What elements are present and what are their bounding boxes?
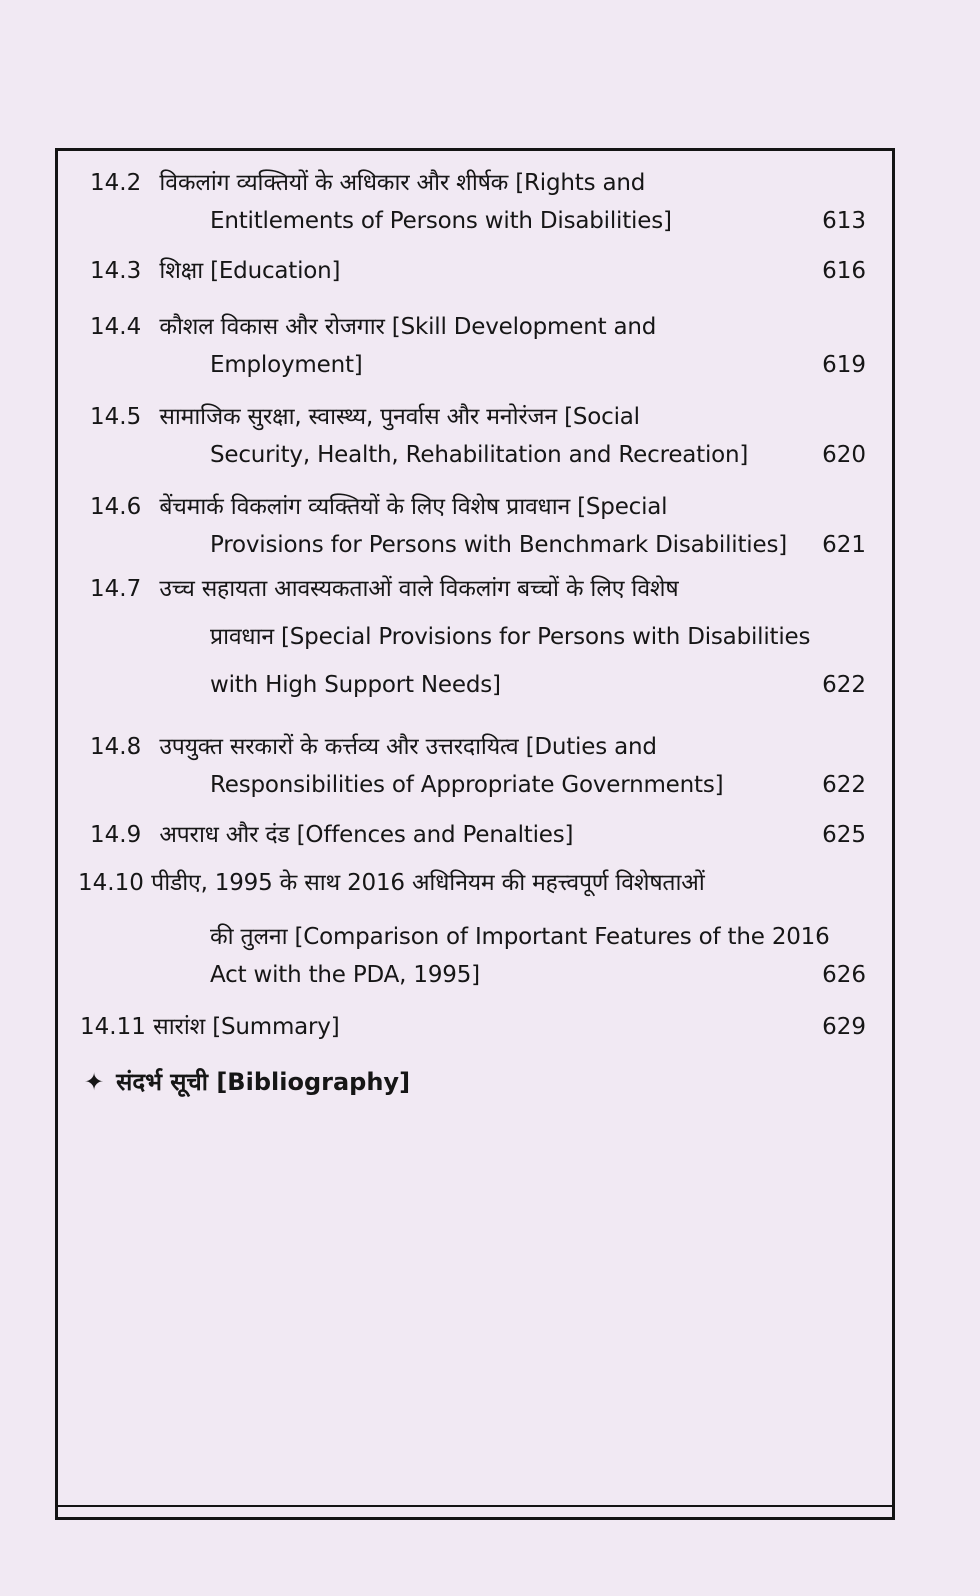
entry-title-line: उच्च सहायता आवस्यकताओं वाले विकलांग बच्चों के लिए विशेष [159, 576, 679, 602]
entry-title-line: उपयुक्त सरकारों के कर्त्तव्य और उत्तरदायित्व [Duties and [159, 734, 657, 760]
entry-page-number: 621 [822, 532, 866, 558]
entry-title-line: Entitlements of Persons with Disabilities] [210, 208, 672, 234]
toc-entry-14-7 [90, 570, 866, 704]
entry-page-number: 616 [822, 258, 866, 284]
entry-title-line: Provisions for Persons with Benchmark Disabilities] [210, 532, 788, 558]
entry-page-number: 626 [822, 962, 866, 988]
entry-number: 14.11 [80, 1014, 146, 1040]
entry-title-line: सारांश [Summary] [153, 1014, 340, 1040]
entry-title-line: की तुलना [Comparison of Important Features of the 2016 [210, 924, 830, 950]
entry-number: 14.5 [90, 404, 142, 430]
toc-entry-14-9 [90, 816, 866, 854]
toc-entry-14-8 [90, 728, 866, 804]
entry-title-line: Act with the PDA, 1995] [210, 962, 480, 988]
entry-title-line: Employment] [210, 352, 363, 378]
star-bullet-icon: ✦ [84, 1068, 105, 1096]
entry-number: 14.8 [90, 734, 142, 760]
entry-title-line: पीडीए, 1995 के साथ 2016 अधिनियम की महत्त्वपूर्ण विशेषताओं [151, 870, 705, 896]
entry-number: 14.7 [90, 576, 142, 602]
entry-number: 14.4 [90, 314, 142, 340]
bibliography-heading [84, 1062, 410, 1102]
toc-entry-14-5 [90, 398, 866, 474]
entry-page-number: 622 [822, 672, 866, 698]
entry-title-line: प्रावधान [Special Provisions for Persons with Disabilities [210, 624, 811, 650]
toc-entry-14-2 [90, 164, 866, 240]
toc-entry-14-3 [90, 252, 866, 290]
entry-title-line: अपराध और दंड [Offences and Penalties] [159, 822, 574, 848]
entry-title-line: बेंचमार्क विकलांग व्यक्तियों के लिए विशेष प्रावधान [Special [159, 494, 668, 520]
entry-number: 14.6 [90, 494, 142, 520]
entry-number: 14.3 [90, 258, 142, 284]
entry-title-line: Security, Health, Rehabilitation and Recreation] [210, 442, 749, 468]
entry-title-line: Responsibilities of Appropriate Governments] [210, 772, 724, 798]
entry-title-line: with High Support Needs] [210, 672, 501, 698]
toc-entry-14-6 [90, 488, 866, 564]
entry-page-number: 625 [822, 822, 866, 848]
toc-entry-14-11 [80, 1008, 866, 1046]
entry-title-line: विकलांग व्यक्तियों के अधिकार और शीर्षक [Rights and [159, 170, 646, 196]
entry-page-number: 629 [822, 1014, 866, 1040]
entry-number: 14.9 [90, 822, 142, 848]
bibliography-label: संदर्भ सूची [Bibliography] [116, 1068, 411, 1096]
entry-page-number: 613 [822, 208, 866, 234]
entry-number: 14.2 [90, 170, 142, 196]
entry-page-number: 622 [822, 772, 866, 798]
entry-title-line: शिक्षा [Education] [159, 258, 341, 284]
entry-number: 14.10 [78, 870, 144, 896]
toc-entry-14-4 [90, 308, 866, 384]
toc-entry-14-10 [78, 864, 866, 994]
entry-title-line: सामाजिक सुरक्षा, स्वास्थ्य, पुनर्वास और मनोरंजन [Social [159, 404, 640, 430]
entry-page-number: 619 [822, 352, 866, 378]
entry-title-line: कौशल विकास और रोजगार [Skill Development and [159, 314, 657, 340]
entry-page-number: 620 [822, 442, 866, 468]
